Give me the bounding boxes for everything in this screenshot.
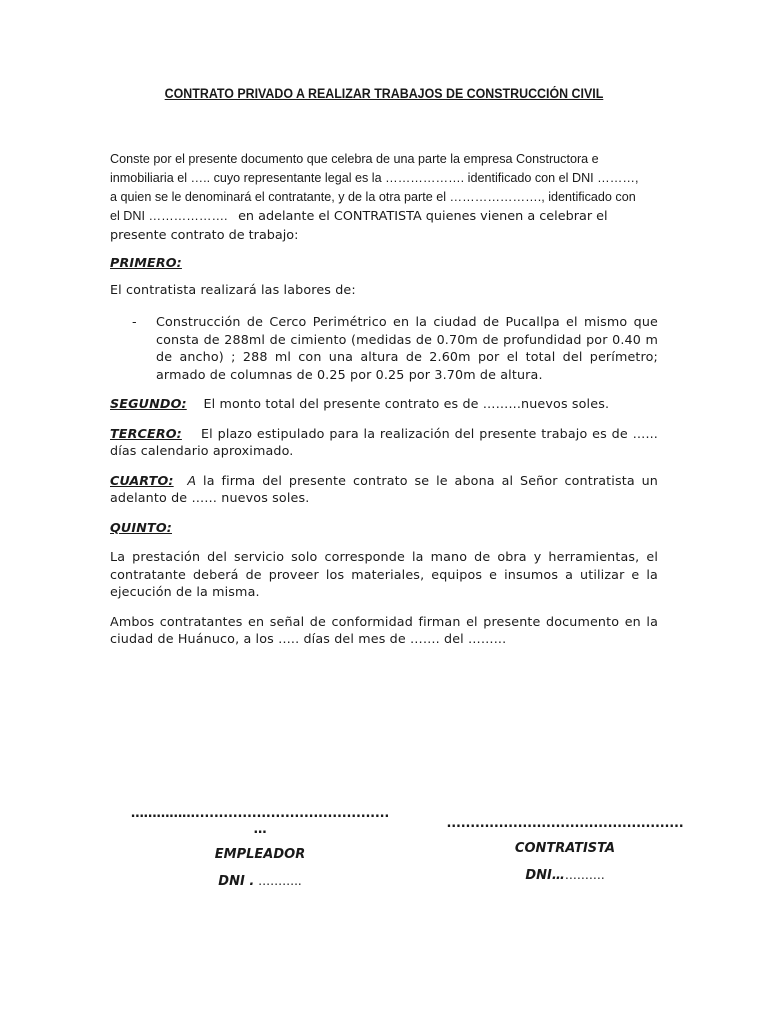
employer-signature-block xyxy=(100,806,420,889)
intro-line-5: presente contrato de trabajo: xyxy=(110,228,299,243)
intro-line-1: Conste por el presente documento que celebra de una parte la empresa Constructora e xyxy=(110,152,599,166)
intro-line-4 xyxy=(110,207,658,226)
employer-dni-label: DNI . xyxy=(218,874,255,889)
employer-signature-line: ……………......................................... xyxy=(130,806,390,821)
intro-line-3: a quien se le denominará el contratante, y de la otra parte el …………………., identificado con xyxy=(110,190,636,204)
clause-cuarto-heading: CUARTO: xyxy=(110,472,174,488)
contractor-signature-block xyxy=(415,816,715,883)
clause-tercero-heading: TERCERO: xyxy=(110,425,182,441)
clause-cuarto-text: la firma del presente contrato se le abona al Señor contratista un adelanto de …… nuevos soles. xyxy=(110,472,658,505)
clause-quinto-heading-row xyxy=(110,519,658,537)
clause-primero-heading: PRIMERO: xyxy=(110,255,182,270)
clause-quinto-text: La prestación del servicio solo corresponde la mano de obra y herramientas, el contratante deberá de proveer los materiales, equipos e insumos a utilizar e la ejecución de la misma. xyxy=(110,549,658,599)
employer-dni xyxy=(100,874,420,889)
employer-signature-line-cont: … xyxy=(253,822,267,837)
contract-body xyxy=(110,254,658,648)
clause-primero-text: El contratista realizará las labores de: xyxy=(110,281,356,297)
intro-paragraph xyxy=(110,150,658,245)
document-title: CONTRATO PRIVADO A REALIZAR TRABAJOS DE CONSTRUCCIÓN CIVIL xyxy=(164,86,604,101)
intro-contratista-text: en adelante el CONTRATISTA quienes vienen a celebrar el xyxy=(238,209,608,224)
clause-segundo xyxy=(110,395,658,413)
contractor-dni-value: ………. xyxy=(564,868,605,882)
contractor-dni xyxy=(415,868,715,883)
contractor-dni-label: DNI… xyxy=(525,868,565,883)
employer-dni-value: ……….. xyxy=(254,874,302,888)
contractor-role-label: CONTRATISTA xyxy=(514,841,616,856)
clause-primero-heading-row xyxy=(110,254,658,272)
contractor-signature-line: .................................................. xyxy=(446,816,684,831)
clause-cuarto xyxy=(110,472,658,507)
employer-role-label: EMPLEADOR xyxy=(214,847,306,862)
clause-cuarto-italic: A xyxy=(187,472,197,488)
closing-paragraph: Ambos contratantes en señal de conformidad firman el presente documento en la ciudad de Huánuco, a los ….. días del mes de ……. del ……... xyxy=(110,613,658,646)
bullet-dash-icon: - xyxy=(132,314,137,329)
clause-segundo-text: El monto total del presente contrato es de ……...nuevos soles. xyxy=(203,396,610,411)
intro-dni-blank: el DNI ………………. xyxy=(110,209,228,223)
clause-primero-bullet xyxy=(110,313,658,383)
clause-tercero-text: El plazo estipulado para la realización del presente trabajo es de …... días calendario aproximado. xyxy=(110,425,658,458)
clause-tercero xyxy=(110,425,658,460)
intro-line-2: inmobiliaria el ….. cuyo representante legal es la ………………. identificado con el DNI ………, xyxy=(110,171,639,185)
clause-primero-bullet-text: Construcción de Cerco Perimétrico en la ciudad de Pucallpa el mismo que consta de 288ml de cimiento (medidas de 0.70m de profundidad por 0.40 m de ancho) ; 288 ml con una altura de 2.60m por el total del perímetro; armado de columnas de 0.25 por 0.25 por 3.70m de altura. xyxy=(156,314,658,382)
clause-quinto-heading: QUINTO: xyxy=(110,519,172,535)
clause-segundo-heading: SEGUNDO: xyxy=(110,396,187,411)
